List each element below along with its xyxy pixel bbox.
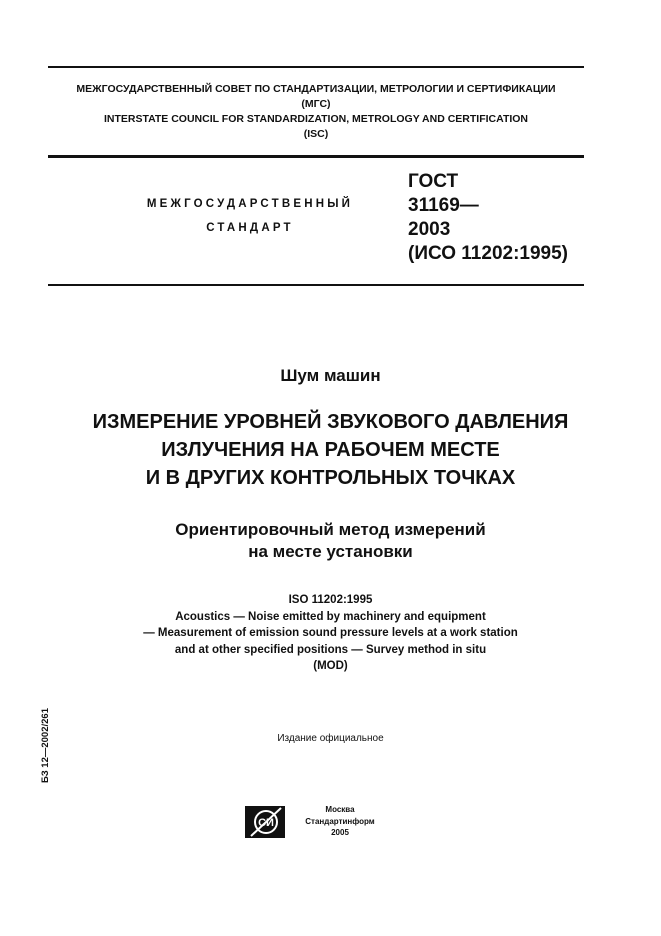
iso-number: ISO 11202:1995 <box>288 594 373 606</box>
council-ru: МЕЖГОСУДАРСТВЕННЫЙ СОВЕТ ПО СТАНДАРТИЗАЦИИ, МЕТРОЛОГИИ И СЕРТИФИКАЦИИ <box>76 83 556 95</box>
council-en: INTERSTATE COUNCIL FOR STANDARDIZATION, METROLOGY AND CERTIFICATION <box>103 113 529 125</box>
standard-label-line2: СТАНДАРТ <box>206 222 294 234</box>
title-line3: И В ДРУГИХ КОНТРОЛЬНЫХ ТОЧКАХ <box>145 467 516 489</box>
iso-modification: (MOD) <box>313 660 348 672</box>
council-ru-abbr: (МГС) <box>301 98 331 110</box>
gost-year: 2003 <box>408 219 451 240</box>
title-line1: ИЗМЕРЕНИЕ УРОВНЕЙ ЗВУКОВОГО ДАВЛЕНИЯ <box>92 411 569 433</box>
subtitle-line1: Ориентировочный метод измерений <box>175 520 486 539</box>
document-subject: Шум машин <box>280 366 381 385</box>
iso-title-line1: Acoustics — Noise emitted by machinery and equipment <box>175 610 486 623</box>
iso-title-line3: and at other specified positions — Survey method in situ <box>174 643 487 656</box>
title-line2: ИЗЛУЧЕНИЯ НА РАБОЧЕМ МЕСТЕ <box>161 439 500 461</box>
gost-designation <box>408 170 568 266</box>
subtitle-line2: на месте установки <box>248 542 413 561</box>
council-rule <box>48 155 584 158</box>
logo-graphic <box>245 806 285 838</box>
iso-block <box>30 592 631 675</box>
publisher-name: Стандартинформ <box>305 816 375 826</box>
council-header <box>48 82 584 142</box>
top-rule <box>48 66 584 68</box>
publisher-city: Москва <box>325 805 355 814</box>
gost-line1: ГОСТ <box>408 171 459 192</box>
standard-rule <box>48 284 584 286</box>
document-subtitle <box>30 519 631 563</box>
publisher-year: 2005 <box>331 828 349 837</box>
edition-note: Издание официальное <box>277 733 384 744</box>
gost-number: 31169— <box>408 195 479 216</box>
standard-label-line1: МЕЖГОСУДАРСТВЕННЫЙ <box>146 198 354 210</box>
standartinform-logo-icon <box>245 806 285 838</box>
side-code: БЗ 12—2002/261 <box>40 708 51 783</box>
document-title <box>30 408 631 492</box>
logo-text: СИ <box>258 817 274 829</box>
iso-reference: (ИСО 11202:1995) <box>408 243 568 264</box>
council-en-abbr: (ISC) <box>303 128 329 140</box>
iso-title-line2: — Measurement of emission sound pressure levels at a work station <box>143 627 518 639</box>
publisher-block <box>296 804 384 839</box>
